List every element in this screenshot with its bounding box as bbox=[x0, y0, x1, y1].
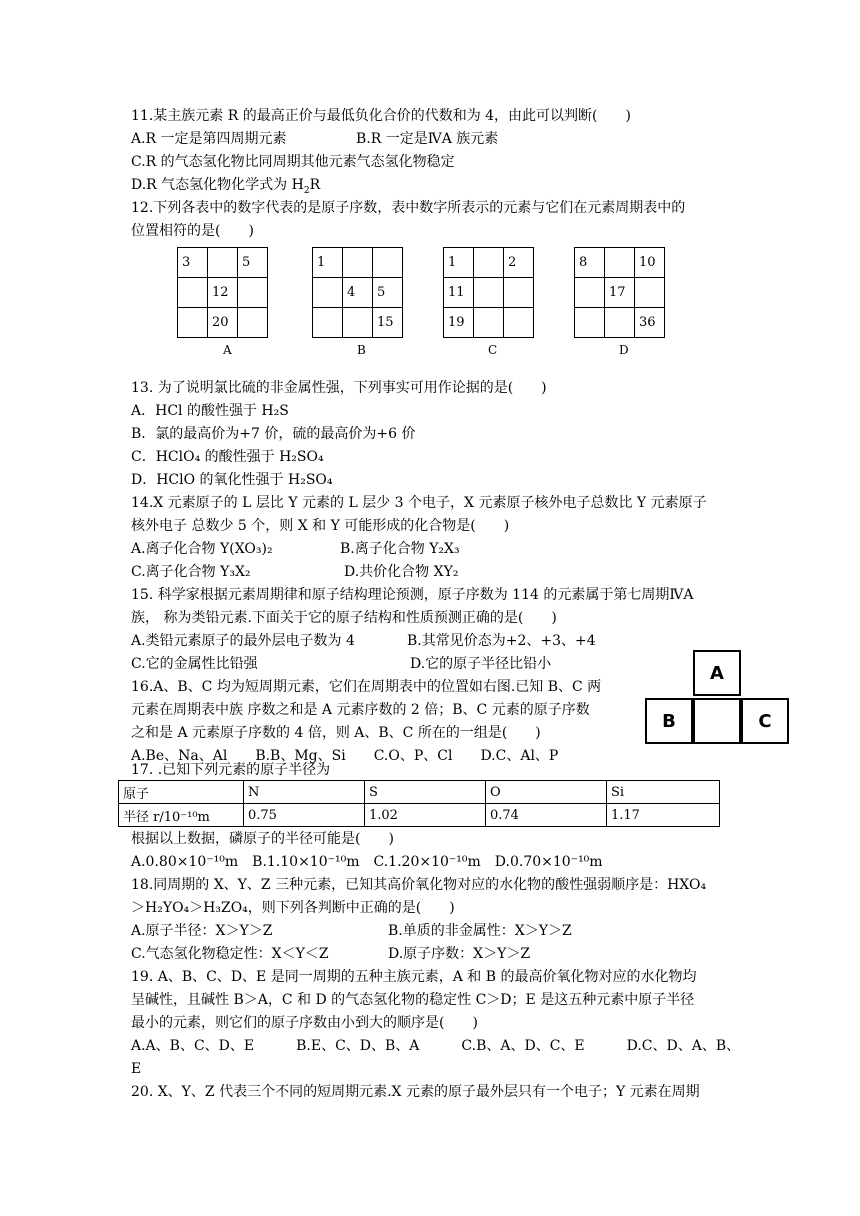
cell: 4 bbox=[343, 278, 373, 308]
table-cell: 0.75 bbox=[244, 804, 365, 827]
cell: 36 bbox=[635, 308, 665, 338]
q13-option-c: C．HClO₄ 的酸性强于 H₂SO₄ bbox=[131, 449, 324, 465]
cell bbox=[474, 248, 504, 278]
q15-stem-2: 族， 称为类铅元素.下面关于它的原子结构和性质预测正确的是( ) bbox=[131, 610, 557, 626]
cell bbox=[504, 278, 534, 308]
cell bbox=[635, 278, 665, 308]
q14-option-d: D.共价化合物 XY₂ bbox=[344, 564, 459, 580]
table-header: O bbox=[486, 781, 607, 804]
q19-stem-2: 呈碱性，且碱性 B＞A，C 和 D 的气态氢化物的稳定性 C＞D；E 是这五种元素中原子半径 bbox=[131, 992, 695, 1008]
q16-fig-mid bbox=[693, 698, 741, 744]
q12-label-d: D bbox=[619, 343, 629, 357]
cell bbox=[178, 308, 208, 338]
cell bbox=[238, 278, 268, 308]
cell bbox=[238, 308, 268, 338]
q14-stem-1: 14.X 元素原子的 L 层比 Y 元素的 L 层少 3 个电子，X 元素原子核外电子总数比 Y 元素原子 bbox=[131, 495, 707, 511]
q16-stem-2: 元素在周期表中族 序数之和是 A 元素序数的 2 倍；B、C 元素的原子序数 bbox=[131, 702, 590, 718]
cell bbox=[178, 278, 208, 308]
q11-option-c: C.R 的气态氢化物比同周期其他元素气态氢化物稳定 bbox=[131, 154, 455, 170]
q11-d-pre: D.R 气态氢化物化学式为 H bbox=[131, 177, 304, 193]
q17-ask: 根据以上数据，磷原子的半径可能是( ) bbox=[131, 831, 394, 847]
table-cell: 1.17 bbox=[607, 804, 720, 827]
cell: 1 bbox=[313, 248, 343, 278]
cell bbox=[313, 308, 343, 338]
table-cell: 半径 r/10⁻¹⁰m bbox=[119, 804, 244, 827]
q18-option-d: D.原子序数：X＞Y＞Z bbox=[388, 946, 531, 962]
q17-options: A.0.80×10⁻¹⁰m B.1.10×10⁻¹⁰m C.1.20×10⁻¹⁰m D.0.70×10⁻¹⁰m bbox=[131, 854, 603, 870]
q11-d-post: R bbox=[309, 177, 321, 193]
q13-option-d: D．HClO 的氧化性强于 H₂SO₄ bbox=[131, 472, 333, 488]
cell: 11 bbox=[444, 278, 474, 308]
q17-radius-table bbox=[118, 780, 720, 827]
cell: 2 bbox=[504, 248, 534, 278]
q19-options: A.A、B、C、D、E B.E、C、D、B、A C.B、A、D、C、E D.C、D、A、B、 bbox=[131, 1038, 741, 1054]
q16-stem-1: 16.A、B、C 均为短周期元素，它们在周期表中的位置如右图.已知 B、C 两 bbox=[131, 679, 602, 695]
cell: 15 bbox=[373, 308, 403, 338]
q17-stem: 17. .已知下列元素的原子半径为 bbox=[131, 762, 331, 778]
q12-table-d bbox=[574, 247, 665, 338]
cell: 19 bbox=[444, 308, 474, 338]
q11-d-sub: 2 bbox=[303, 185, 310, 196]
cell bbox=[605, 308, 635, 338]
q12-label-a: A bbox=[223, 343, 232, 357]
q14-option-b: B.离子化合物 Y₂X₃ bbox=[340, 541, 460, 557]
q15-option-b: B.其常见价态为+2、+3、+4 bbox=[407, 633, 596, 649]
q19-stem-1: 19. A、B、C、D、E 是同一周期的五种主族元素，A 和 B 的最高价氧化物对应的水化物均 bbox=[131, 969, 697, 985]
cell bbox=[208, 248, 238, 278]
table-cell: 1.02 bbox=[365, 804, 486, 827]
q13-stem: 13. 为了说明氯比硫的非金属性强，下列事实可用作论据的是( ) bbox=[131, 380, 547, 396]
q19-options-cont: E bbox=[131, 1061, 142, 1077]
q12-table-c bbox=[443, 247, 534, 338]
q14-stem-2: 核外电子 总数少 5 个，则 X 和 Y 可能形成的化合物是( ) bbox=[131, 518, 510, 534]
q18-stem-2: ＞H₂YO₄＞H₃ZO₄，则下列各判断中正确的是( ) bbox=[131, 900, 455, 916]
cell bbox=[474, 308, 504, 338]
q16-stem-3: 之和是 A 元素原子序数的 4 倍，则 A、B、C 所在的一组是( ) bbox=[131, 725, 541, 741]
q12-stem-2: 位置相符的是( ) bbox=[131, 223, 254, 239]
q16-fig-b: B bbox=[645, 698, 693, 744]
q14-option-a: A.离子化合物 Y(XO₃)₂ bbox=[131, 541, 273, 557]
cell: 3 bbox=[178, 248, 208, 278]
q20-stem: 20. X、Y、Z 代表三个不同的短周期元素.X 元素的原子最外层只有一个电子；Y 元素在周期 bbox=[131, 1084, 700, 1100]
q15-option-c: C.它的金属性比铅强 bbox=[131, 656, 258, 672]
cell bbox=[313, 278, 343, 308]
q19-stem-3: 最小的元素，则它们的原子序数由小到大的顺序是( ) bbox=[131, 1015, 478, 1031]
q18-option-c: C.气态氢化物稳定性：X＜Y＜Z bbox=[131, 946, 329, 962]
q12-label-b: B bbox=[357, 343, 366, 357]
cell: 1 bbox=[444, 248, 474, 278]
table-header: N bbox=[244, 781, 365, 804]
table-header: Si bbox=[607, 781, 720, 804]
table-cell: 0.74 bbox=[486, 804, 607, 827]
q15-stem-1: 15. 科学家根据元素周期律和原子结构理论预测，原子序数为 114 的元素属于第七周期ⅣA bbox=[131, 587, 694, 603]
cell bbox=[575, 278, 605, 308]
q18-option-a: A.原子半径：X＞Y＞Z bbox=[131, 923, 273, 939]
cell bbox=[605, 248, 635, 278]
cell bbox=[575, 308, 605, 338]
cell: 10 bbox=[635, 248, 665, 278]
q12-table-b bbox=[312, 247, 403, 338]
q16-fig-a: A bbox=[693, 650, 741, 696]
cell bbox=[373, 248, 403, 278]
q15-option-d: D.它的原子半径比铅小 bbox=[410, 656, 552, 672]
q11-option-a: A.R 一定是第四周期元素 bbox=[131, 131, 287, 147]
cell bbox=[474, 278, 504, 308]
cell: 5 bbox=[238, 248, 268, 278]
table-header: S bbox=[365, 781, 486, 804]
cell bbox=[504, 308, 534, 338]
q12-stem-1: 12.下列各表中的数字代表的是原子序数，表中数字所表示的元素与它们在元素周期表中的 bbox=[131, 200, 686, 216]
cell bbox=[343, 308, 373, 338]
cell: 12 bbox=[208, 278, 238, 308]
q13-option-b: B．氯的最高价为+7 价，硫的最高价为+6 价 bbox=[131, 426, 416, 442]
q16-options: A.Be、Na、Al B.B、Mg、Si C.O、P、Cl D.C、Al、P bbox=[131, 748, 559, 764]
q11-option-b: B.R 一定是ⅣA 族元素 bbox=[356, 131, 499, 147]
q12-label-c: C bbox=[488, 343, 498, 357]
q18-stem-1: 18.同周期的 X、Y、Z 三种元素，已知其高价氧化物对应的水化物的酸性强弱顺序是：HXO₄ bbox=[131, 877, 707, 893]
q16-fig-c: C bbox=[741, 698, 789, 744]
cell: 20 bbox=[208, 308, 238, 338]
q15-option-a: A.类铅元素原子的最外层电子数为 4 bbox=[131, 633, 355, 649]
cell bbox=[343, 248, 373, 278]
cell: 8 bbox=[575, 248, 605, 278]
q12-table-a bbox=[177, 247, 268, 338]
q13-option-a: A．HCl 的酸性强于 H₂S bbox=[131, 403, 289, 419]
q11-stem: 11.某主族元素 R 的最高正价与最低负化合价的代数和为 4，由此可以判断( ) bbox=[131, 108, 631, 124]
q11-option-d bbox=[131, 175, 320, 201]
q18-option-b: B.单质的非金属性：X＞Y＞Z bbox=[388, 923, 572, 939]
table-header: 原子 bbox=[119, 781, 244, 804]
cell: 5 bbox=[373, 278, 403, 308]
cell: 17 bbox=[605, 278, 635, 308]
q14-option-c: C.离子化合物 Y₃X₂ bbox=[131, 564, 251, 580]
